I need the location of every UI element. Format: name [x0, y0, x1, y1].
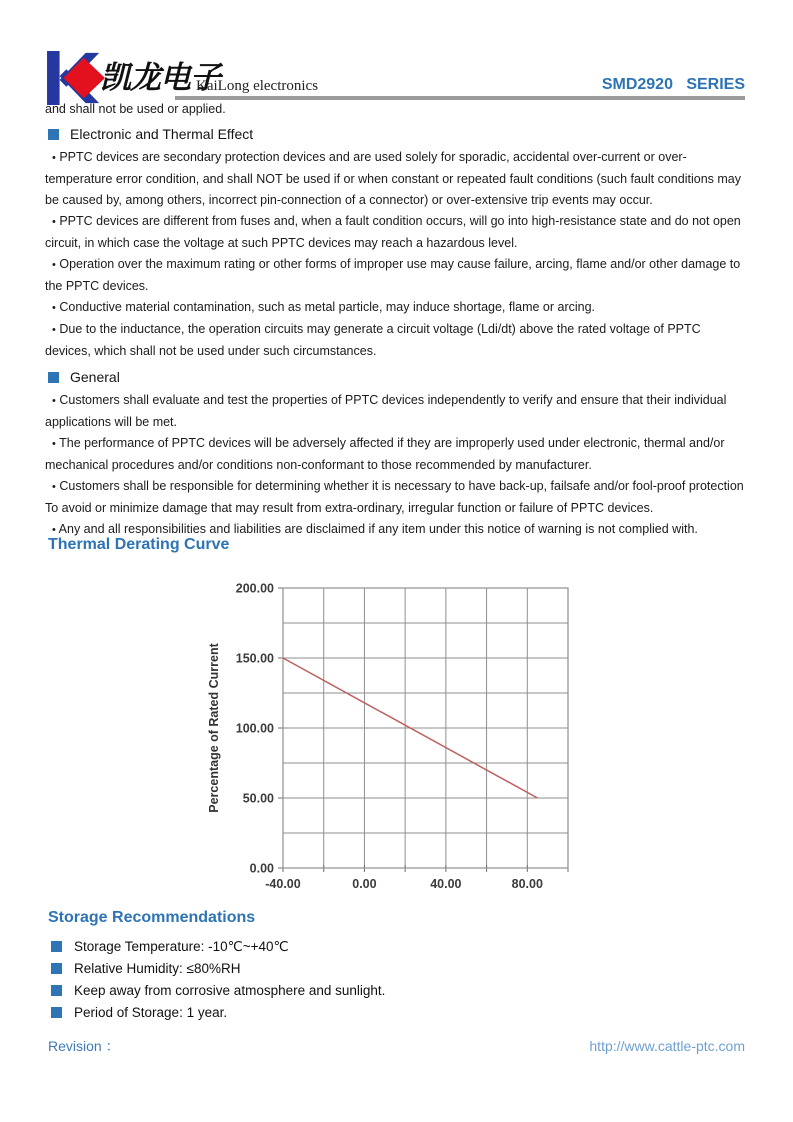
svg-text:150.00: 150.00 [235, 651, 274, 666]
website-link[interactable]: http://www.cattle-ptc.com [589, 1038, 745, 1054]
bullet-paragraph: • Conductive material contamination, such as metal particle, may induce shortage, flame or arcing. [52, 300, 596, 314]
dot-bullet: • [52, 324, 56, 336]
square-bullet-icon [51, 963, 62, 974]
series-title: SMD2920 SERIES [601, 76, 745, 93]
dot-bullet: • [52, 302, 56, 314]
svg-text:0.00: 0.00 [249, 861, 274, 876]
derating-chart [198, 575, 588, 900]
storage-item: Period of Storage: 1 year. [51, 1002, 745, 1024]
bullet-paragraph: • Operation over the maximum rating or other forms of improper use may cause failure, arcing, flame and/or other damage to the PPTC devices. [45, 257, 741, 293]
derating-curve-heading: Thermal Derating Curve [48, 536, 230, 553]
derating-curve-svg [198, 575, 588, 900]
continuation-line: and shall not be used or applied. [45, 102, 226, 116]
bullet-paragraph: • Customers shall be responsible for determining whether it is necessary to have back-up, failsafe and/or fool-proof protection To avoid or minimize damage that may result from extra-ordinary, irregular function or failure of PPTC devices. [45, 479, 744, 515]
bullet-paragraph: • PPTC devices are different from fuses and, when a fault condition occurs, will go into high-resistance state and do not open circuit, in which case the voltage at such PPTC devices may reach a hazardous level. [45, 214, 741, 250]
svg-text:80.00: 80.00 [511, 877, 543, 891]
dot-bullet: • [52, 216, 56, 228]
bullet-paragraph: • The performance of PPTC devices will be adversely affected if they are improperly used under electronic, thermal and/or mechanical procedures and/or conditions non-conformant to those recommended by manufacturer. [45, 436, 725, 472]
storage-item: Storage Temperature: -10℃~+40℃ [51, 936, 745, 958]
svg-text:Percentage of Rated Current: Percentage of Rated Current [207, 643, 221, 813]
logo-chinese-text: 凯龙电子 [100, 60, 220, 95]
svg-text:200.00: 200.00 [235, 581, 274, 596]
storage-recommendations-section [48, 909, 745, 1024]
svg-text:40.00: 40.00 [430, 877, 462, 891]
logo-english-text: KaiLong electronics [196, 78, 319, 94]
page-footer [48, 1036, 745, 1056]
square-bullet-icon [51, 1007, 62, 1018]
svg-text:50.00: 50.00 [242, 791, 274, 806]
svg-text:0.00: 0.00 [352, 877, 377, 891]
bullet-paragraph: • PPTC devices are secondary protection devices and are used solely for sporadic, accidental over-current or over-temperature error condition, and shall NOT be used if or when constant or repeated fault conditions (such fault conditions may be caused by, among others, incorrect pin-connection of a connector) or over-extensive trip events may occur. [45, 150, 741, 207]
section-title: Electronic and Thermal Effect [70, 126, 254, 142]
square-bullet-icon [51, 941, 62, 952]
kailong-logo-icon [45, 50, 107, 106]
dot-bullet: • [52, 395, 56, 407]
square-bullet-icon [51, 985, 62, 996]
warning-text-block [45, 100, 749, 541]
storage-heading: Storage Recommendations [48, 909, 256, 926]
bullet-paragraph: • Due to the inductance, the operation circuits may generate a circuit voltage (Ldi/dt) above the rated voltage of PPTC devices, which shall not be used under such circumstances. [45, 322, 701, 358]
dot-bullet: • [52, 438, 56, 450]
bullet-paragraph: • Customers shall evaluate and test the properties of PPTC devices independently to verify and ensure that their individual applications will be met. [45, 393, 727, 429]
bullet-paragraph: • Any and all responsibilities and liabilities are disclaimed if any item under this notice of warning is not complied with. [52, 522, 698, 536]
section-heading-electronic-thermal [48, 123, 749, 145]
dot-bullet: • [52, 481, 56, 493]
dot-bullet: • [52, 152, 56, 164]
square-bullet-icon [48, 372, 59, 383]
page-header [0, 0, 793, 101]
section-heading-general [48, 366, 749, 388]
section-title: General [70, 369, 120, 385]
revision-label: Revision ： [48, 1038, 120, 1054]
storage-item: Relative Humidity: ≤80%RH [51, 958, 745, 980]
svg-text:-40.00: -40.00 [265, 877, 301, 891]
dot-bullet: • [52, 524, 56, 536]
storage-item: Keep away from corrosive atmosphere and sunlight. [51, 980, 745, 1002]
dot-bullet: • [52, 259, 56, 271]
square-bullet-icon [48, 129, 59, 140]
svg-text:100.00: 100.00 [235, 721, 274, 736]
